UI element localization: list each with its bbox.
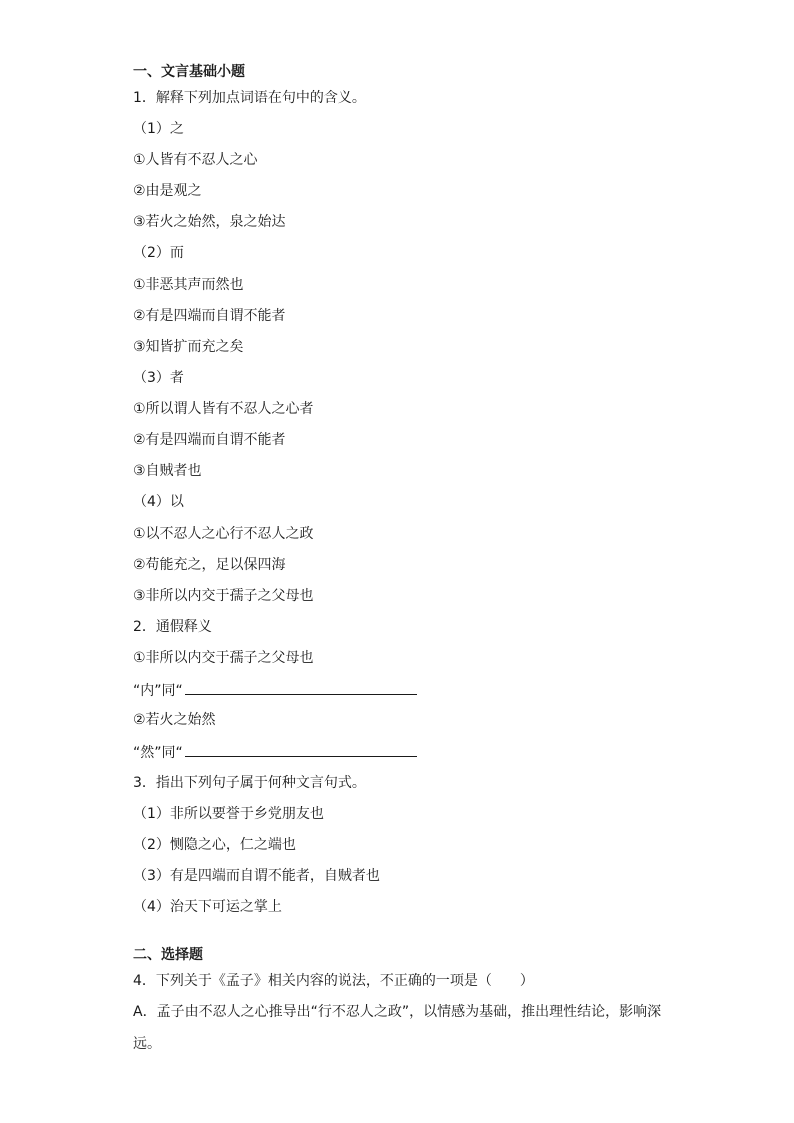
question-stem: 2．通假释义: [133, 619, 212, 635]
question-stem: 4．下列关于《孟子》相关内容的说法，不正确的一项是（ ）: [133, 973, 534, 989]
group-label: （1）之: [133, 121, 184, 137]
fill-blank-row: [133, 680, 417, 700]
item-text: ①非恶其声而然也: [133, 277, 244, 293]
item-text: ③知皆扩而充之矣: [133, 339, 244, 355]
group-label: （2）而: [133, 245, 184, 261]
blank-prompt: “然”同“: [133, 745, 183, 761]
item-text: （4）治天下可运之掌上: [133, 899, 282, 915]
question-stem: 1．解释下列加点词语在句中的含义。: [133, 90, 366, 106]
item-text: ①非所以内交于孺子之父母也: [133, 650, 314, 666]
fill-blank-row: [133, 742, 417, 762]
section-title: 一、文言基础小题: [133, 64, 245, 80]
item-text: ②有是四端而自谓不能者: [133, 308, 286, 324]
answer-blank[interactable]: [185, 742, 417, 757]
question-stem: 3．指出下列句子属于何种文言句式。: [133, 775, 366, 791]
item-text: ①人皆有不忍人之心: [133, 152, 258, 168]
item-text: ②若火之始然: [133, 712, 216, 728]
item-text: ①所以谓人皆有不忍人之心者: [133, 401, 314, 417]
item-text: ②苟能充之，足以保四海: [133, 557, 286, 573]
blank-prompt: “内”同“: [133, 683, 183, 699]
item-text: （2）恻隐之心，仁之端也: [133, 837, 296, 853]
item-text: ③若火之始然，泉之始达: [133, 214, 286, 230]
choice-option-a: A．孟子由不忍人之心推导出“行不忍人之政”，以情感为基础，推出理性结论，影响深远。: [133, 1004, 662, 1052]
item-text: ②有是四端而自谓不能者: [133, 432, 286, 448]
answer-blank[interactable]: [185, 680, 417, 695]
item-text: ②由是观之: [133, 183, 202, 199]
section-title: 二、选择题: [133, 947, 203, 963]
group-label: （3）者: [133, 370, 184, 386]
item-text: （3）有是四端而自谓不能者，自贼者也: [133, 868, 380, 884]
group-label: （4）以: [133, 494, 184, 510]
item-text: ③自贼者也: [133, 463, 202, 479]
item-text: ③非所以内交于孺子之父母也: [133, 588, 314, 604]
item-text: （1）非所以要誉于乡党朋友也: [133, 806, 324, 822]
item-text: ①以不忍人之心行不忍人之政: [133, 526, 314, 542]
